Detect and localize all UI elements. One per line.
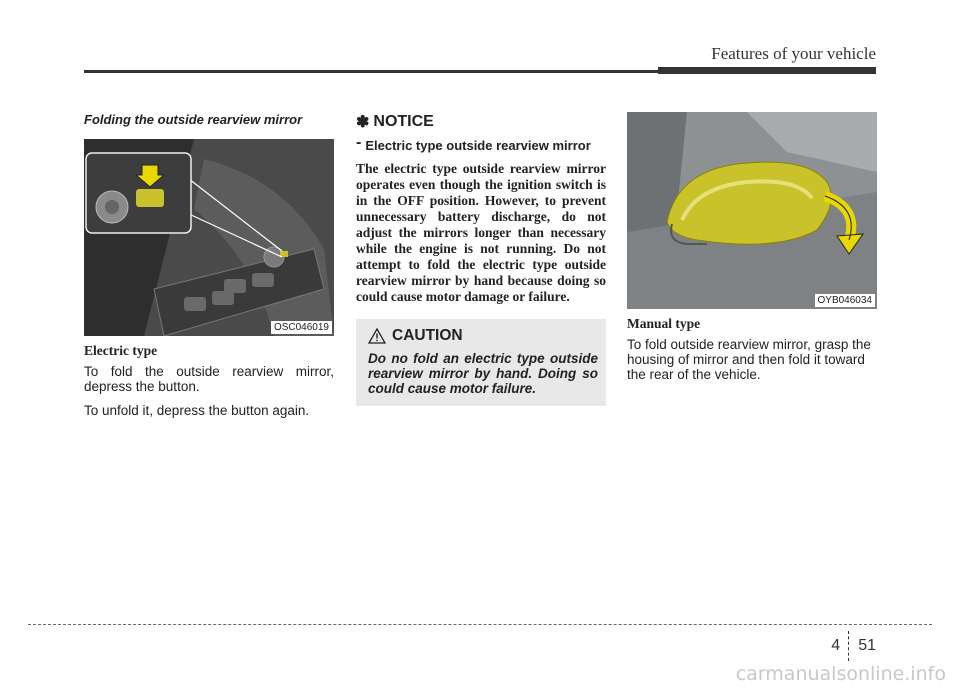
mirror-figure [627, 112, 877, 309]
caution-body: Do no fold an electric type outside rearview mirror by hand. Doing so could cause motor failure. [368, 351, 598, 396]
figure-code: OSC046019 [271, 321, 332, 334]
subhead-manual-type: Manual type [627, 316, 701, 331]
notice-item-text: Electric type outside rearview mirror [365, 138, 591, 153]
notice-star-icon: ✽ [356, 114, 370, 131]
page-number-value: 51 [858, 637, 876, 654]
caution-box [356, 319, 606, 406]
paragraph-fold: To fold the outside rearview mirror, depress the button. [84, 364, 334, 394]
door-switch-figure [84, 139, 334, 336]
footer-rule [28, 624, 932, 625]
caution-header [368, 327, 598, 345]
page-number-divider [848, 631, 850, 661]
chapter-number: 4 [831, 637, 841, 654]
mirror-illustration [627, 112, 877, 309]
section-title: Folding the outside rearview mirror [84, 112, 303, 127]
watermark: carmanualsonline.info [735, 663, 946, 685]
page-number [831, 631, 876, 661]
warning-triangle-icon [368, 328, 386, 344]
header-rule-accent [658, 67, 876, 74]
notice-item [356, 136, 606, 153]
column-electric-type [84, 112, 334, 427]
column-notice [356, 112, 606, 406]
figure-code: OYB046034 [815, 294, 876, 307]
subhead-electric-type: Electric type [84, 343, 158, 358]
notice-dash: - [356, 134, 362, 151]
notice-title [356, 112, 606, 132]
door-switch-illustration [84, 139, 334, 336]
page-header-title: Features of your vehicle [711, 44, 876, 63]
paragraph-manual: To fold outside rearview mirror, grasp the housing of mirror and then fold it toward the rear of the vehicle. [627, 337, 871, 382]
notice-title-text: NOTICE [373, 113, 434, 130]
column-manual-type [627, 112, 877, 391]
paragraph-unfold: To unfold it, depress the button again. [84, 403, 310, 418]
caution-title: CAUTION [392, 327, 463, 344]
notice-body: The electric type outside rearview mirror operates even though the ignition switch is in the OFF position. However, to prevent unnecessary battery discharge, do not adjust the mirrors longer than necessary while the engine is not running. Do not attempt to fold the electric type outside rearview mirror by hand because doing so could cause motor damage or failure. [356, 161, 606, 304]
